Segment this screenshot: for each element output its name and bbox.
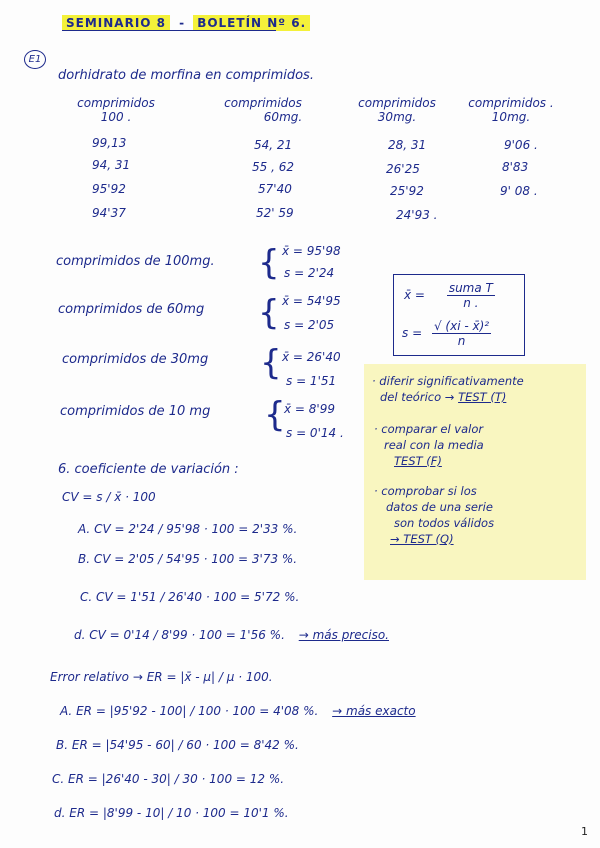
table-cell: 55 , 62 — [252, 160, 294, 174]
cv-row: d. CV = 0'14 / 8'99 · 100 = 1'56 %. → más preciso. — [74, 628, 389, 642]
test-label: TEST (F) — [394, 454, 442, 468]
stat-label: comprimidos de 10 mg — [60, 404, 211, 419]
column-header: comprimidos 30mg. — [358, 96, 436, 124]
brace: { — [260, 343, 282, 383]
note-line: · comparar el valor — [374, 422, 484, 436]
column-header: comprimidos 100 . — [77, 96, 155, 124]
note-line: datos de una serie — [386, 500, 493, 514]
table-cell: 94'37 — [92, 206, 126, 220]
stat-label: comprimidos de 60mg — [58, 302, 205, 317]
note-line: real con la media — [384, 438, 484, 452]
brace: { — [264, 395, 286, 435]
table-cell: 57'40 — [258, 182, 292, 196]
sd-formula: s = $\frac{\text{√ (xi - x̄)²}}{n}$ — [402, 319, 490, 348]
title-underline — [62, 30, 276, 31]
table-cell: 9' 08 . — [500, 184, 538, 198]
table-cell: 95'92 — [92, 182, 126, 196]
table-cell: 25'92 — [390, 184, 424, 198]
column-header: comprimidos . 10mg. — [468, 96, 554, 124]
stat-sd: s = 0'14 . — [286, 426, 344, 440]
column-header: comprimidos 60mg. — [224, 96, 303, 124]
most-exact-note: → más exacto — [332, 704, 416, 718]
stat-label: comprimidos de 30mg — [62, 352, 209, 367]
er-row: B. ER = |54'95 - 60| / 60 · 100 = 8'42 %. — [56, 738, 299, 752]
sticky-note — [364, 364, 586, 580]
cv-definition: CV = s / x̄ · 100 — [62, 490, 156, 504]
table-cell: 8'83 — [502, 160, 529, 174]
stat-sd: s = 1'51 — [286, 374, 337, 388]
er-definition: Error relativo → ER = |x̄ - μ| / μ · 100. — [50, 670, 273, 684]
stat-mean: x̄ = 54'95 — [282, 294, 341, 308]
brace: { — [258, 293, 280, 333]
table-cell: 28, 31 — [388, 138, 427, 152]
note-line: · comprobar si los — [374, 484, 477, 498]
stat-sd: s = 2'24 — [284, 266, 335, 280]
stat-mean: x̄ = 26'40 — [282, 350, 341, 364]
page-number: 1 — [581, 825, 588, 838]
table-cell: 24'93 . — [396, 208, 438, 222]
table-cell: 9'06 . — [504, 138, 538, 152]
page-title — [62, 12, 310, 31]
stat-sd: s = 2'05 — [284, 318, 335, 332]
exercise-number: E1 — [24, 50, 46, 69]
stat-mean: x̄ = 95'98 — [282, 244, 341, 258]
mean-formula: x̄ = $\frac{\text{suma T}}{n .}$ — [404, 281, 493, 310]
section-title: 6. coeficiente de variación : — [58, 462, 239, 477]
formula-box — [393, 274, 525, 356]
er-row: d. ER = |8'99 - 10| / 10 · 100 = 10'1 %. — [54, 806, 289, 820]
note-line: son todos válidos — [394, 516, 495, 530]
brace: { — [258, 243, 280, 283]
exercise-statement: dorhidrato de morfina en comprimidos. — [58, 68, 314, 83]
table-cell: 26'25 — [386, 162, 420, 176]
title-dash: - — [179, 16, 185, 30]
er-row: C. ER = |26'40 - 30| / 30 · 100 = 12 %. — [52, 772, 285, 786]
test-label: TEST (T) — [458, 390, 507, 404]
stat-mean: x̄ = 8'99 — [284, 402, 335, 416]
note-line: · diferir significativamente — [372, 374, 524, 388]
bulletin-label: BOLETÍN Nº 6. — [193, 15, 310, 31]
cv-row: A. CV = 2'24 / 95'98 · 100 = 2'33 %. — [78, 522, 298, 536]
cv-row: B. CV = 2'05 / 54'95 · 100 = 3'73 %. — [78, 552, 298, 566]
table-cell: 54, 21 — [254, 138, 293, 152]
cv-row: C. CV = 1'51 / 26'40 · 100 = 5'72 %. — [80, 590, 300, 604]
table-cell: 99,13 — [92, 136, 127, 150]
most-precise-note: → más preciso. — [298, 628, 389, 642]
er-row: A. ER = |95'92 - 100| / 100 · 100 = 4'08 %. → más exacto — [60, 704, 416, 718]
note-line: del teórico → TEST (T) — [380, 390, 507, 404]
table-cell: 52' 59 — [256, 206, 294, 220]
stat-label: comprimidos de 100mg. — [56, 254, 215, 269]
seminar-label: SEMINARIO 8 — [62, 15, 170, 31]
test-label: → TEST (Q) — [390, 532, 454, 546]
table-cell: 94, 31 — [92, 158, 131, 172]
